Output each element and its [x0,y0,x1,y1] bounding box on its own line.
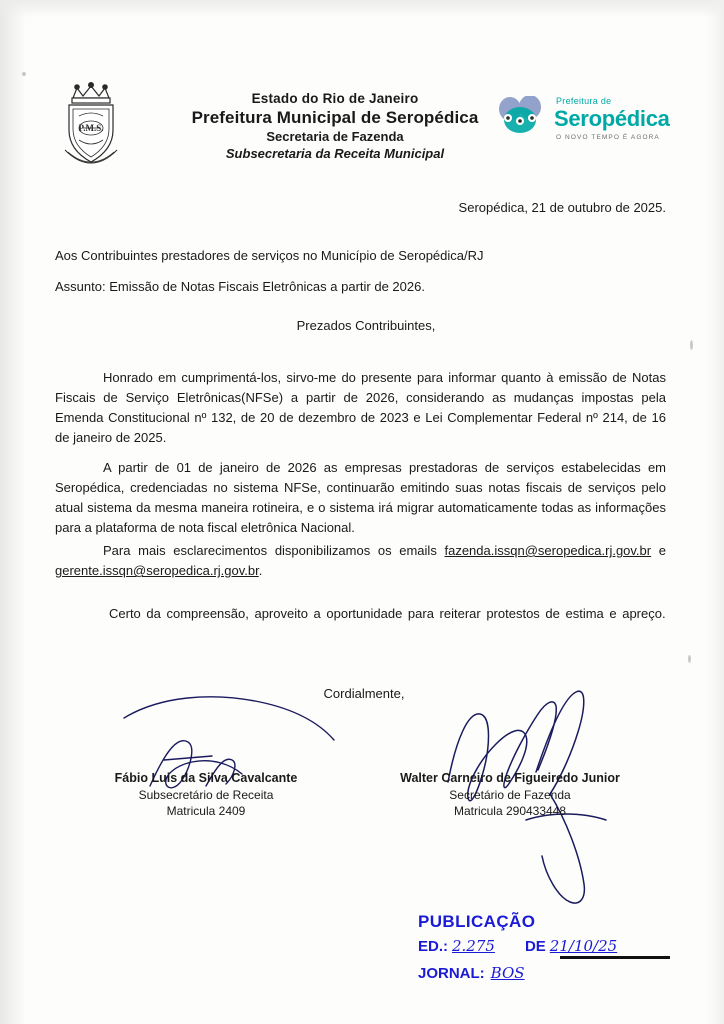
signatory-role: Secretário de Fazenda [449,787,571,802]
signatory-role: Subsecretário de Receita [138,787,274,802]
signatory-registration: Matricula 290433448 [453,804,567,819]
signatory-name: Fábio Luis da Silva Cavalcante [114,771,298,785]
addressee-line: Aos Contribuintes prestadores de serviços no Município de Seropédica/RJ [55,248,484,263]
logo-mark-icon [494,96,550,138]
coat-of-arms-icon [55,80,127,172]
stamp-edition-value: 2.275 [452,937,495,955]
scan-speck [22,72,26,76]
header-line-city: Prefeitura Municipal de Seropédica [191,108,479,128]
scan-shadow-top [0,0,724,18]
signatory-name: Walter Carneiro de Figueiredo Junior [400,771,620,785]
signature-block-left [66,770,346,819]
header-titles [155,90,515,162]
paragraph-contacts [55,541,666,581]
stamp-journal-label: JORNAL: [418,965,485,982]
header-line-state: Estado do Rio de Janeiro [251,91,419,106]
stamp-redaction-bar [560,956,670,959]
stamp-journal-row [418,964,678,982]
paragraph-2: A partir de 01 de janeiro de 2026 as empresas prestadoras de serviços estabelecidas em Seropédica, credenciadas no sistema NFSe, continuarão emitindo suas notas fiscais de serviços pelo atual sistema da mesma maneira rotineira, e o sistema irá migrar automaticamente todas as informações para a plataforma de nota fiscal eletrônica Nacional. [55,460,666,536]
contact-text-after: . [258,563,263,579]
logo-prefix: Prefeitura de [556,96,612,106]
publication-stamp [418,912,678,982]
scan-shadow-left [0,0,26,1024]
stamp-edition-row [418,937,678,955]
stamp-date-label: DE [524,938,546,955]
contact-text-middle: e [651,543,667,558]
scan-speck [690,340,693,350]
stamp-title: PUBLICAÇÃO [418,912,536,931]
header-line-secretariat: Secretaria de Fazenda [266,129,404,145]
greeting-line: Prezados Contribuintes, [296,318,436,333]
signature-block-right [360,770,660,819]
dateline: Seropédica, 21 de outubro de 2025. [458,200,666,215]
stamp-date-value: 21/10/25 [549,937,618,955]
closing-line: Cordialmente, [323,686,405,701]
contact-text-before: Para mais esclarecimentos disponibilizamos os emails [103,543,445,558]
scan-shadow-right [706,0,724,1024]
svg-text:P.M.S.: P.M.S. [78,123,104,133]
email-link-fazenda[interactable]: fazenda.issqn@seropedica.rj.gov.br [444,543,652,558]
paragraph-1: Honrado em cumprimentá-los, sirvo-me do presente para informar quanto à emissão de Notas Fiscais de Serviço Eletrônicas(NFSe) a partir de 2026, considerando as mudanças impostas pela Emenda Constitucional nº 132, de 20 de dezembro de 2023 e Lei Complementar Federal nº 214, de 16 de janeiro de 2025. [55,370,666,446]
stamp-journal-value: BOS [490,964,525,982]
paragraph-3: Certo da compreensão, aproveito a oportunidade para reiterar protestos de estima e apreço. [109,606,666,621]
city-logo [494,94,674,150]
signatory-registration: Matricula 2409 [166,804,246,819]
logo-tagline: O NOVO TEMPO É AGORA [556,134,660,141]
header-line-subsecretariat: Subsecretaria da Receita Municipal [225,145,445,161]
subject-line: Assunto: Emissão de Notas Fiscais Eletrônicas a partir de 2026. [55,279,425,294]
document-header [45,78,684,178]
scan-speck [688,655,691,663]
stamp-edition-label: ED.: [418,938,448,955]
email-link-gerente[interactable]: gerente.issqn@seropedica.rj.gov.br [55,563,259,579]
logo-city-name: Seropédica [554,106,670,131]
